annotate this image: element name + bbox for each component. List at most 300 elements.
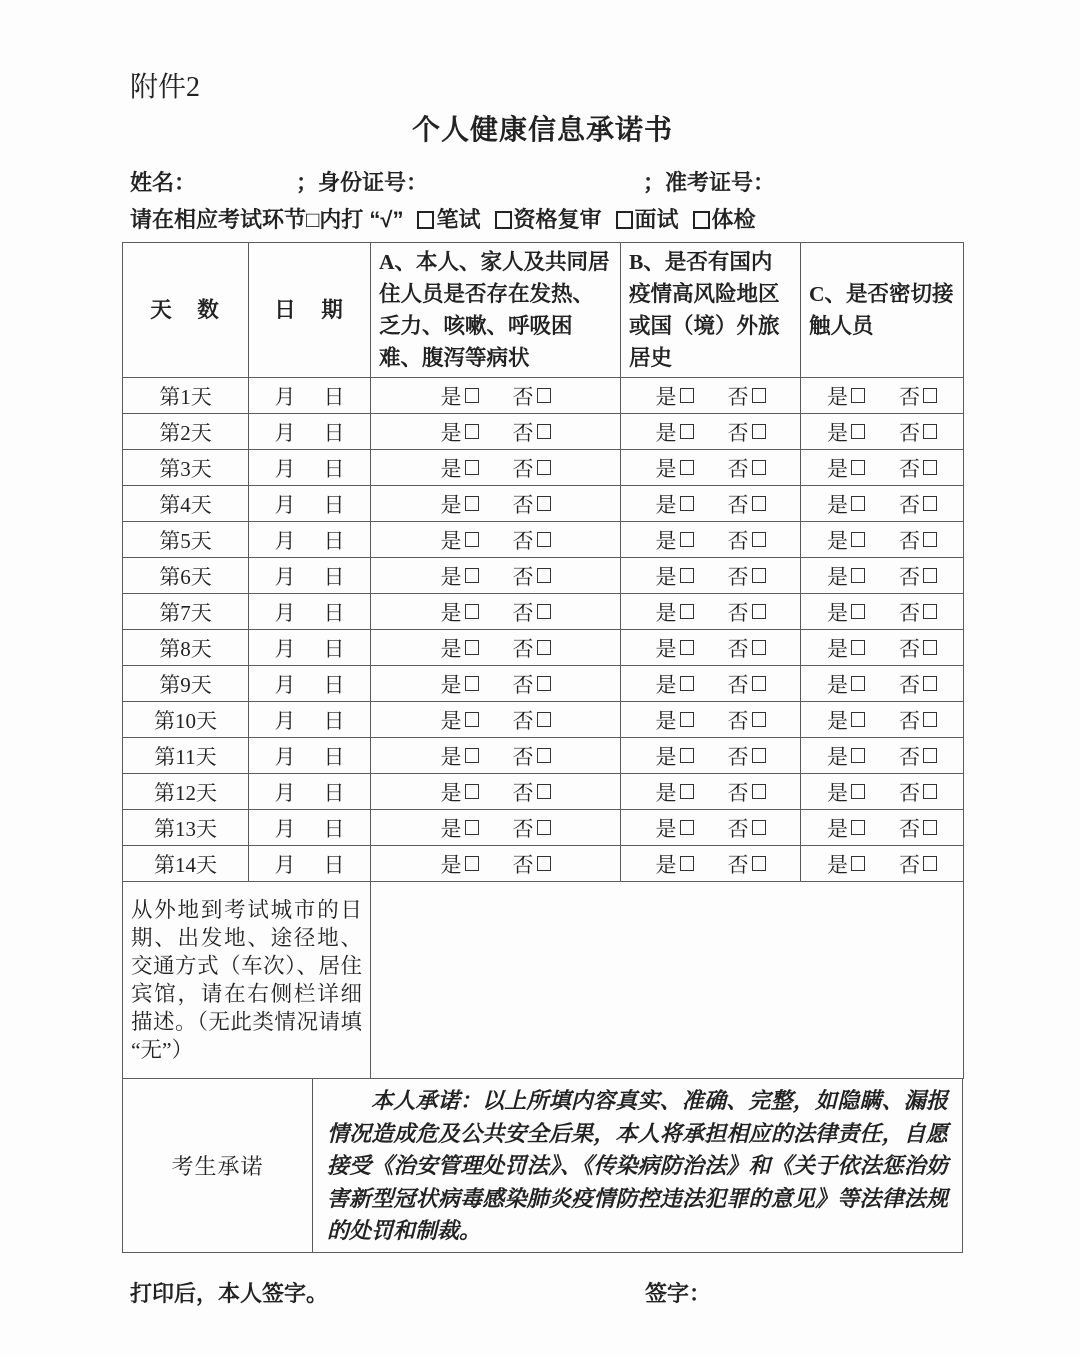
yes-option: 是 <box>441 417 479 447</box>
day-label: 第14天 <box>154 852 217 877</box>
stage-checkbox[interactable] <box>616 211 633 229</box>
no-option: 否 <box>728 777 766 807</box>
no-option: 否 <box>513 453 551 483</box>
yes-option: 是 <box>656 705 694 735</box>
date-cell[interactable] <box>249 702 371 738</box>
no-option: 否 <box>728 597 766 627</box>
risk-area-answer-cell <box>621 486 801 522</box>
no-checkbox[interactable] <box>537 640 551 655</box>
no-checkbox[interactable] <box>537 496 551 511</box>
yes-option: 是 <box>656 597 694 627</box>
yes-checkbox[interactable] <box>851 568 865 583</box>
no-option: 否 <box>899 561 937 591</box>
close-contact-answer-cell <box>801 630 964 666</box>
no-checkbox[interactable] <box>752 460 766 475</box>
symptoms-answer-cell <box>371 522 621 558</box>
no-option: 否 <box>899 849 937 879</box>
yes-checkbox[interactable] <box>680 676 694 691</box>
yes-option: 是 <box>827 849 865 879</box>
day-label: 第10天 <box>154 708 217 733</box>
yes-checkbox[interactable] <box>680 568 694 583</box>
day-label: 第1天 <box>159 384 212 409</box>
risk-area-answer-cell <box>621 522 801 558</box>
yes-checkbox[interactable] <box>851 712 865 727</box>
month-label: 月 <box>274 816 296 841</box>
no-checkbox[interactable] <box>923 532 937 547</box>
no-option: 否 <box>513 777 551 807</box>
no-checkbox[interactable] <box>923 856 937 871</box>
no-checkbox[interactable] <box>537 856 551 871</box>
info-line <box>130 168 963 198</box>
yes-checkbox[interactable] <box>680 604 694 619</box>
no-option: 否 <box>513 489 551 519</box>
no-checkbox[interactable] <box>752 748 766 763</box>
date-label: 日 <box>323 420 345 445</box>
yes-checkbox[interactable] <box>465 424 479 439</box>
month-label: 月 <box>274 852 296 877</box>
date-cell[interactable] <box>249 666 371 702</box>
header-risk-area: B、是否有国内疫情高风险地区或国（境）外旅居史 <box>621 243 801 378</box>
yes-option: 是 <box>827 669 865 699</box>
table-row <box>123 486 964 522</box>
date-label: 日 <box>323 636 345 661</box>
header-symptoms: A、本人、家人及共同居住人员是否存在发热、乏力、咳嗽、呼吸困难、腹泻等病状 <box>371 243 621 378</box>
table-row <box>123 738 964 774</box>
symptoms-answer-cell <box>371 450 621 486</box>
date-cell[interactable] <box>249 378 371 414</box>
yes-option: 是 <box>656 669 694 699</box>
no-checkbox[interactable] <box>752 820 766 835</box>
date-label: 日 <box>323 564 345 589</box>
yes-option: 是 <box>441 525 479 555</box>
no-option: 否 <box>513 669 551 699</box>
yes-option: 是 <box>441 813 479 843</box>
yes-checkbox[interactable] <box>851 856 865 871</box>
symptoms-answer-cell <box>371 414 621 450</box>
no-checkbox[interactable] <box>752 676 766 691</box>
yes-checkbox[interactable] <box>465 532 479 547</box>
no-checkbox[interactable] <box>923 640 937 655</box>
yes-checkbox[interactable] <box>851 388 865 403</box>
yes-option: 是 <box>827 777 865 807</box>
day-label: 第9天 <box>159 672 212 697</box>
exam-stage-option <box>693 205 756 235</box>
yes-option: 是 <box>827 741 865 771</box>
day-cell <box>123 486 249 522</box>
no-checkbox[interactable] <box>923 712 937 727</box>
header-days: 天 数 <box>123 243 249 378</box>
no-checkbox[interactable] <box>923 424 937 439</box>
close-contact-answer-cell <box>801 738 964 774</box>
header-close-contact: C、是否密切接触人员 <box>801 243 964 378</box>
yes-checkbox[interactable] <box>680 388 694 403</box>
symptoms-answer-cell <box>371 846 621 882</box>
yes-checkbox[interactable] <box>465 784 479 799</box>
yes-option: 是 <box>656 741 694 771</box>
yes-option: 是 <box>441 741 479 771</box>
day-cell <box>123 774 249 810</box>
yes-option: 是 <box>441 597 479 627</box>
yes-option: 是 <box>656 633 694 663</box>
yes-checkbox[interactable] <box>680 424 694 439</box>
yes-checkbox[interactable] <box>465 568 479 583</box>
yes-option: 是 <box>441 489 479 519</box>
commitment-text: 本人承诺：以上所填内容真实、准确、完整，如隐瞒、漏报情况造成危及公共安全后果，本人将承担相应的法律责任，自愿接受《治安管理处罚法》、《传染病防治法》和《关于依法惩治妨害新型冠状病毒感染肺炎疫情防控违法犯罪的意见》等法律法规的处罚和制裁。 <box>327 1088 948 1243</box>
stage-label: 体检 <box>711 207 756 232</box>
date-cell[interactable] <box>249 414 371 450</box>
no-checkbox[interactable] <box>537 424 551 439</box>
attachment-label: 附件2 <box>130 72 201 103</box>
no-option: 否 <box>728 489 766 519</box>
date-label: 日 <box>323 384 345 409</box>
day-cell <box>123 378 249 414</box>
no-checkbox[interactable] <box>752 496 766 511</box>
risk-area-answer-cell <box>621 846 801 882</box>
yes-checkbox[interactable] <box>465 712 479 727</box>
travel-response-area[interactable] <box>371 882 964 1079</box>
date-label: 日 <box>323 456 345 481</box>
close-contact-answer-cell <box>801 378 964 414</box>
risk-area-answer-cell <box>621 774 801 810</box>
exam-ticket-field[interactable] <box>643 168 775 198</box>
close-contact-answer-cell <box>801 702 964 738</box>
date-cell[interactable] <box>249 846 371 882</box>
month-label: 月 <box>274 456 296 481</box>
no-option: 否 <box>513 633 551 663</box>
month-label: 月 <box>274 384 296 409</box>
no-option: 否 <box>899 669 937 699</box>
table-row <box>123 414 964 450</box>
commitment-row <box>122 1078 963 1253</box>
date-label: 日 <box>323 816 345 841</box>
no-checkbox[interactable] <box>923 748 937 763</box>
day-cell <box>123 594 249 630</box>
no-option: 否 <box>513 417 551 447</box>
day-cell <box>123 810 249 846</box>
yes-option: 是 <box>656 381 694 411</box>
date-cell[interactable] <box>249 810 371 846</box>
risk-area-answer-cell <box>621 738 801 774</box>
symptoms-answer-cell <box>371 810 621 846</box>
date-cell[interactable] <box>249 558 371 594</box>
stage-checkbox[interactable] <box>417 211 434 229</box>
stage-label: 资格复审 <box>513 207 602 232</box>
no-option: 否 <box>513 597 551 627</box>
yes-option: 是 <box>656 489 694 519</box>
no-checkbox[interactable] <box>752 568 766 583</box>
no-checkbox[interactable] <box>537 676 551 691</box>
yes-checkbox[interactable] <box>465 856 479 871</box>
date-label: 日 <box>323 492 345 517</box>
day-cell <box>123 558 249 594</box>
yes-checkbox[interactable] <box>465 460 479 475</box>
travel-row <box>123 882 964 1079</box>
risk-area-answer-cell <box>621 594 801 630</box>
yes-checkbox[interactable] <box>465 748 479 763</box>
no-checkbox[interactable] <box>752 532 766 547</box>
day-cell <box>123 702 249 738</box>
date-cell[interactable] <box>249 594 371 630</box>
yes-option: 是 <box>441 669 479 699</box>
yes-option: 是 <box>441 849 479 879</box>
symptoms-answer-cell <box>371 738 621 774</box>
yes-checkbox[interactable] <box>680 856 694 871</box>
travel-note: 从外地到考试城市的日期、出发地、途径地、交通方式（车次）、居住宾馆，请在右侧栏详细描述。（无此类情况请填“无”） <box>123 882 371 1079</box>
stage-checkbox[interactable] <box>495 211 512 229</box>
day-label: 第4天 <box>159 492 212 517</box>
no-option: 否 <box>899 813 937 843</box>
yes-option: 是 <box>656 453 694 483</box>
month-label: 月 <box>274 636 296 661</box>
yes-option: 是 <box>441 561 479 591</box>
date-label: 日 <box>323 708 345 733</box>
no-option: 否 <box>728 849 766 879</box>
no-checkbox[interactable] <box>537 460 551 475</box>
day-label: 第5天 <box>159 528 212 553</box>
name-label: 姓名： <box>130 170 197 195</box>
table-row <box>123 450 964 486</box>
instruction-line <box>130 205 963 235</box>
yes-checkbox[interactable] <box>465 388 479 403</box>
yes-option: 是 <box>827 561 865 591</box>
day-cell <box>123 630 249 666</box>
month-label: 月 <box>274 564 296 589</box>
no-option: 否 <box>513 813 551 843</box>
yes-option: 是 <box>827 453 865 483</box>
risk-area-answer-cell <box>621 810 801 846</box>
yes-checkbox[interactable] <box>851 676 865 691</box>
signature-label: 签字： <box>645 1280 712 1306</box>
yes-checkbox[interactable] <box>851 748 865 763</box>
no-checkbox[interactable] <box>537 388 551 403</box>
yes-checkbox[interactable] <box>851 496 865 511</box>
symptoms-answer-cell <box>371 486 621 522</box>
no-option: 否 <box>728 417 766 447</box>
close-contact-answer-cell <box>801 486 964 522</box>
exam-ticket-label: ；准考证号： <box>643 170 776 195</box>
health-table <box>122 242 964 1079</box>
yes-option: 是 <box>827 489 865 519</box>
day-cell <box>123 450 249 486</box>
date-label: 日 <box>323 852 345 877</box>
no-option: 否 <box>728 453 766 483</box>
day-label: 第11天 <box>154 744 217 769</box>
date-cell[interactable] <box>249 738 371 774</box>
instruction-prefix: 请在相应考试环节□内打 “√” <box>130 207 404 232</box>
month-label: 月 <box>274 672 296 697</box>
day-cell <box>123 738 249 774</box>
no-checkbox[interactable] <box>923 568 937 583</box>
no-checkbox[interactable] <box>923 460 937 475</box>
exam-stage-option <box>495 205 602 235</box>
yes-checkbox[interactable] <box>851 820 865 835</box>
no-checkbox[interactable] <box>537 532 551 547</box>
risk-area-answer-cell <box>621 630 801 666</box>
health-table-header <box>123 243 964 378</box>
no-option: 否 <box>899 489 937 519</box>
close-contact-answer-cell <box>801 450 964 486</box>
date-label: 日 <box>323 744 345 769</box>
table-body <box>123 378 964 882</box>
month-label: 月 <box>274 744 296 769</box>
no-checkbox[interactable] <box>923 388 937 403</box>
no-option: 否 <box>513 381 551 411</box>
no-checkbox[interactable] <box>537 820 551 835</box>
risk-area-answer-cell <box>621 450 801 486</box>
stage-label: 笔试 <box>436 207 481 232</box>
no-checkbox[interactable] <box>923 496 937 511</box>
symptoms-answer-cell <box>371 630 621 666</box>
no-checkbox[interactable] <box>537 568 551 583</box>
yes-option: 是 <box>827 705 865 735</box>
no-checkbox[interactable] <box>752 712 766 727</box>
risk-area-answer-cell <box>621 558 801 594</box>
yes-option: 是 <box>441 633 479 663</box>
yes-option: 是 <box>827 381 865 411</box>
yes-checkbox[interactable] <box>465 820 479 835</box>
no-option: 否 <box>513 705 551 735</box>
yes-option: 是 <box>656 417 694 447</box>
no-option: 否 <box>899 633 937 663</box>
risk-area-answer-cell <box>621 666 801 702</box>
commitment-label: 考生承诺 <box>123 1079 313 1252</box>
table-row <box>123 810 964 846</box>
day-label: 第2天 <box>159 420 212 445</box>
no-checkbox[interactable] <box>752 640 766 655</box>
yes-checkbox[interactable] <box>465 604 479 619</box>
yes-checkbox[interactable] <box>680 748 694 763</box>
yes-checkbox[interactable] <box>680 712 694 727</box>
id-number-field[interactable] <box>296 168 643 198</box>
yes-checkbox[interactable] <box>851 604 865 619</box>
yes-checkbox[interactable] <box>465 676 479 691</box>
table-row <box>123 594 964 630</box>
yes-checkbox[interactable] <box>680 460 694 475</box>
day-label: 第3天 <box>159 456 212 481</box>
close-contact-answer-cell <box>801 774 964 810</box>
date-label: 日 <box>323 600 345 625</box>
date-cell[interactable] <box>249 630 371 666</box>
yes-option: 是 <box>441 705 479 735</box>
no-checkbox[interactable] <box>923 784 937 799</box>
name-field[interactable] <box>130 168 296 198</box>
month-label: 月 <box>274 600 296 625</box>
yes-option: 是 <box>827 633 865 663</box>
close-contact-answer-cell <box>801 666 964 702</box>
no-checkbox[interactable] <box>752 604 766 619</box>
yes-option: 是 <box>441 381 479 411</box>
no-option: 否 <box>513 561 551 591</box>
no-option: 否 <box>728 813 766 843</box>
yes-checkbox[interactable] <box>465 640 479 655</box>
no-option: 否 <box>728 669 766 699</box>
symptoms-answer-cell <box>371 378 621 414</box>
yes-checkbox[interactable] <box>465 496 479 511</box>
symptoms-answer-cell <box>371 702 621 738</box>
yes-option: 是 <box>656 849 694 879</box>
date-cell[interactable] <box>249 774 371 810</box>
yes-checkbox[interactable] <box>851 532 865 547</box>
no-option: 否 <box>513 525 551 555</box>
yes-option: 是 <box>827 417 865 447</box>
yes-checkbox[interactable] <box>680 784 694 799</box>
no-checkbox[interactable] <box>537 712 551 727</box>
no-checkbox[interactable] <box>537 748 551 763</box>
no-option: 否 <box>728 633 766 663</box>
yes-option: 是 <box>656 525 694 555</box>
no-checkbox[interactable] <box>752 388 766 403</box>
no-checkbox[interactable] <box>537 604 551 619</box>
no-checkbox[interactable] <box>923 676 937 691</box>
no-checkbox[interactable] <box>537 784 551 799</box>
yes-checkbox[interactable] <box>851 784 865 799</box>
day-cell <box>123 846 249 882</box>
header-date: 日 期 <box>249 243 371 378</box>
table-row <box>123 846 964 882</box>
month-label: 月 <box>274 420 296 445</box>
yes-checkbox[interactable] <box>680 820 694 835</box>
yes-option: 是 <box>656 777 694 807</box>
date-cell[interactable] <box>249 522 371 558</box>
yes-option: 是 <box>827 813 865 843</box>
yes-checkbox[interactable] <box>851 460 865 475</box>
no-option: 否 <box>728 705 766 735</box>
day-cell <box>123 522 249 558</box>
risk-area-answer-cell <box>621 702 801 738</box>
no-checkbox[interactable] <box>752 856 766 871</box>
symptoms-answer-cell <box>371 666 621 702</box>
close-contact-answer-cell <box>801 558 964 594</box>
page-title: 个人健康信息承诺书 <box>411 115 673 146</box>
no-checkbox[interactable] <box>923 820 937 835</box>
close-contact-answer-cell <box>801 810 964 846</box>
yes-checkbox[interactable] <box>680 496 694 511</box>
date-label: 日 <box>323 672 345 697</box>
symptoms-answer-cell <box>371 774 621 810</box>
yes-checkbox[interactable] <box>680 640 694 655</box>
no-checkbox[interactable] <box>752 784 766 799</box>
no-option: 否 <box>899 741 937 771</box>
date-cell[interactable] <box>249 486 371 522</box>
yes-checkbox[interactable] <box>851 424 865 439</box>
day-label: 第7天 <box>159 600 212 625</box>
yes-checkbox[interactable] <box>851 640 865 655</box>
no-checkbox[interactable] <box>923 604 937 619</box>
no-option: 否 <box>513 741 551 771</box>
table-row <box>123 702 964 738</box>
no-option: 否 <box>899 777 937 807</box>
date-cell[interactable] <box>249 450 371 486</box>
day-label: 第6天 <box>159 564 212 589</box>
day-cell <box>123 414 249 450</box>
id-number-label: ；身份证号： <box>296 170 429 195</box>
stage-checkbox[interactable] <box>693 211 710 229</box>
month-label: 月 <box>274 492 296 517</box>
footer-line <box>122 1279 963 1309</box>
no-checkbox[interactable] <box>752 424 766 439</box>
symptoms-answer-cell <box>371 558 621 594</box>
day-cell <box>123 666 249 702</box>
no-option: 否 <box>728 381 766 411</box>
month-label: 月 <box>274 780 296 805</box>
no-option: 否 <box>728 741 766 771</box>
no-option: 否 <box>513 849 551 879</box>
risk-area-answer-cell <box>621 414 801 450</box>
yes-checkbox[interactable] <box>680 532 694 547</box>
yes-option: 是 <box>441 777 479 807</box>
exam-stage-option <box>616 205 679 235</box>
table-row <box>123 666 964 702</box>
